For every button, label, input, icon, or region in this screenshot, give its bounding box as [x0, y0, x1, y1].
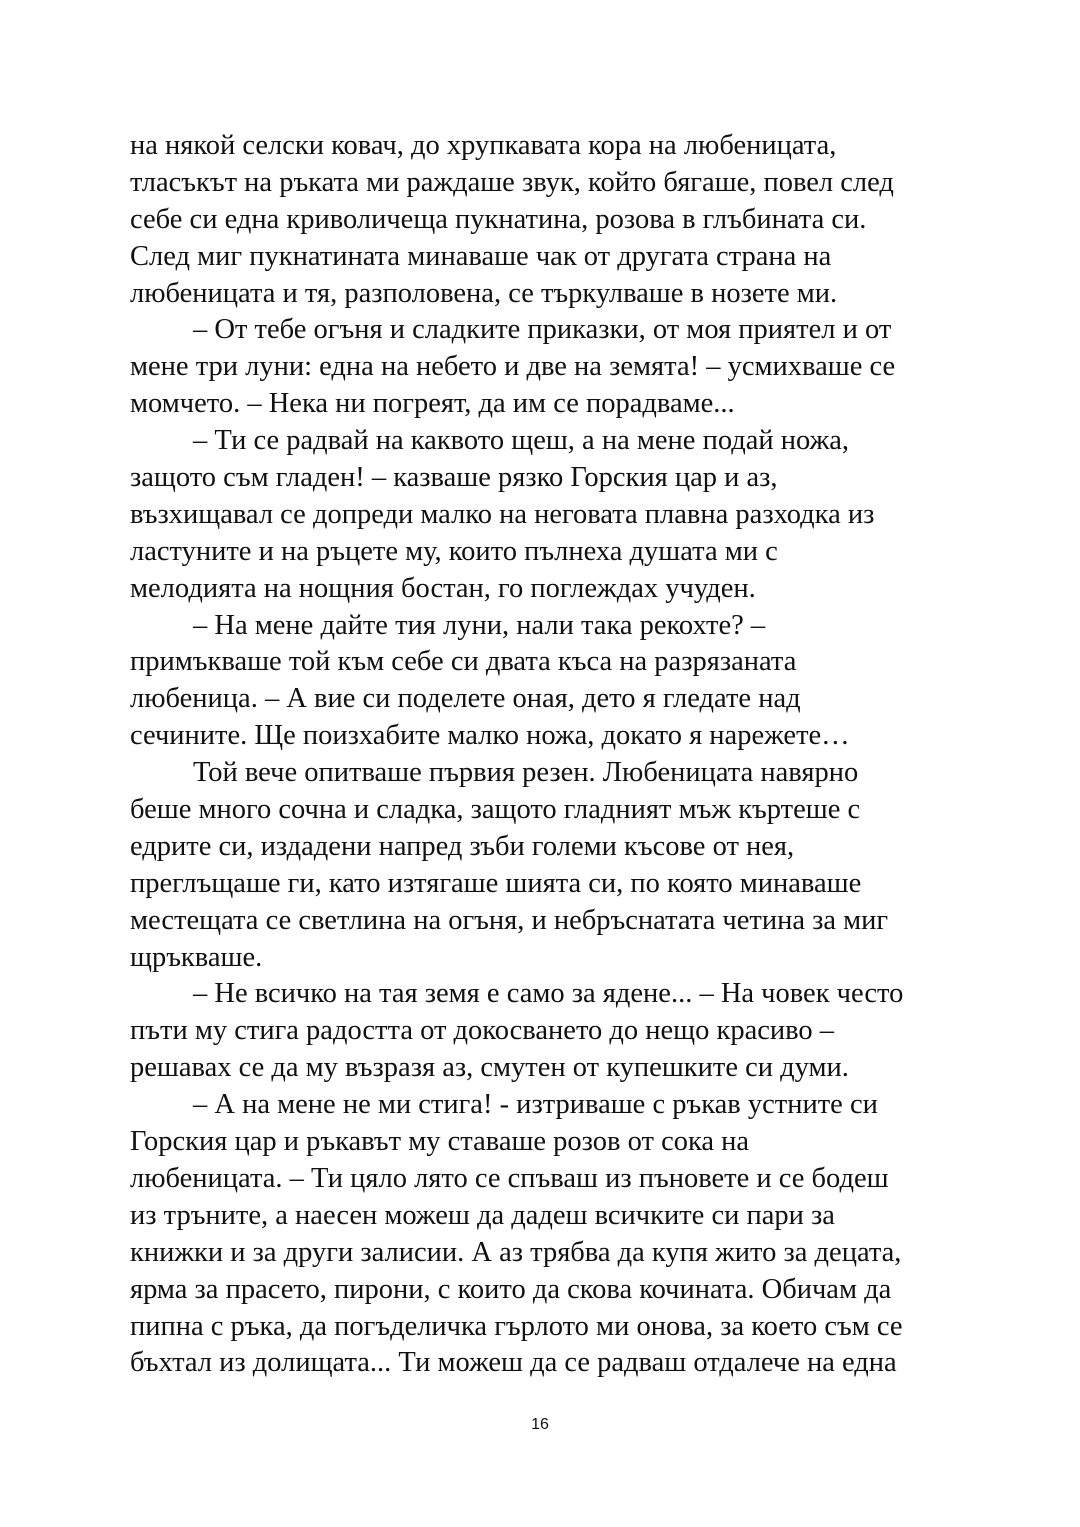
text-line: мелодията на нощния бостан, го поглеждах учуден.: [130, 572, 756, 604]
text-line: възхищавал се допреди малко на неговата плавна разходка из: [130, 498, 875, 530]
text-line: примъкваше той към себе си двата къса на разрязаната: [130, 646, 797, 678]
text-line: След миг пукнатината минаваше чак от другата страна на: [130, 240, 832, 272]
text-line: из тръните, а наесен можеш да дадеш всичките си пари за: [130, 1199, 835, 1231]
text-line: защото съм гладен! – казваше рязко Горския цар и аз,: [130, 462, 778, 494]
text-line: на някой селски ковач, до хрупкавата кора на любеницата,: [130, 130, 837, 161]
page-number: 16: [531, 1416, 549, 1433]
text-line: Горския цар и ръкавът му ставаше розов от сока на: [130, 1126, 750, 1158]
text-line: – А на мене не ми стига! - изтриваше с ръкав устните си: [193, 1089, 878, 1121]
text-line: себе си една криволичеща пукнатина, розова в глъбината си.: [130, 203, 867, 235]
text-line: момчето. – Нека ни погреят, да им се порадваме...: [130, 388, 735, 420]
text-line: бъхтал из долищата... Ти можеш да се радваш отдалече на една: [130, 1347, 897, 1379]
text-line: мене три луни: една на небето и две на земята! – усмихваше се: [130, 351, 896, 383]
text-line: местещата се светлина на огъня, и небръснатата четина за миг: [130, 904, 889, 936]
text-line: решавах се да му възразя аз, смутен от купешките си думи.: [130, 1052, 849, 1084]
text-line: беше много сочна и сладка, защото гладният мъж къртеше с: [130, 794, 861, 826]
text-line: щръкваше.: [130, 941, 263, 973]
text-line: – Ти се радвай на каквото щеш, а на мене подай ножа,: [193, 425, 850, 457]
text-line: пъти му стига радостта от докосването до нещо красиво –: [130, 1015, 835, 1047]
text-line: ярма за прасето, пирони, с които да скова кочината. Обичам да: [130, 1273, 892, 1305]
text-line: – На мене дайте тия луни, нали така рекохте? –: [193, 609, 766, 641]
text-line: ластуните и на ръцете му, които пълнеха душата ми с: [130, 535, 778, 567]
body-text: [130, 128, 950, 1382]
text-line: Той вече опитваше първия резен. Любеницата навярно: [193, 757, 859, 789]
text-line: тласъкът на ръката ми раждаше звук, който бягаше, повел след: [130, 166, 894, 198]
text-line: любеница. – А вие си поделете оная, дето я гледате над: [130, 683, 801, 715]
text-line: сечините. Ще поизхабите малко ножа, докато я нарежете…: [130, 720, 850, 752]
text-line: книжки и за други залисии. А аз трябва да купя жито за децата,: [130, 1236, 902, 1268]
text-line: – Не всичко на тая земя е само за ядене... – На човек често: [193, 978, 904, 1010]
text-line: едрите си, издадени напред зъби големи късове от нея,: [130, 830, 795, 862]
text-line: – От тебе огъня и сладките приказки, от моя приятел и от: [193, 314, 892, 346]
text-line: любеницата. – Ти цяло лято се спъваш из пъновете и се бодеш: [130, 1162, 889, 1194]
text-line: любеницата и тя, разполовена, се търкулваше в нозете ми.: [130, 277, 838, 309]
text-line: пипна с ръка, да погъделичка гърлото ми онова, за което съм се: [130, 1310, 903, 1342]
text-line: преглъщаше ги, като изтягаше шията си, по която минаваше: [130, 867, 862, 899]
